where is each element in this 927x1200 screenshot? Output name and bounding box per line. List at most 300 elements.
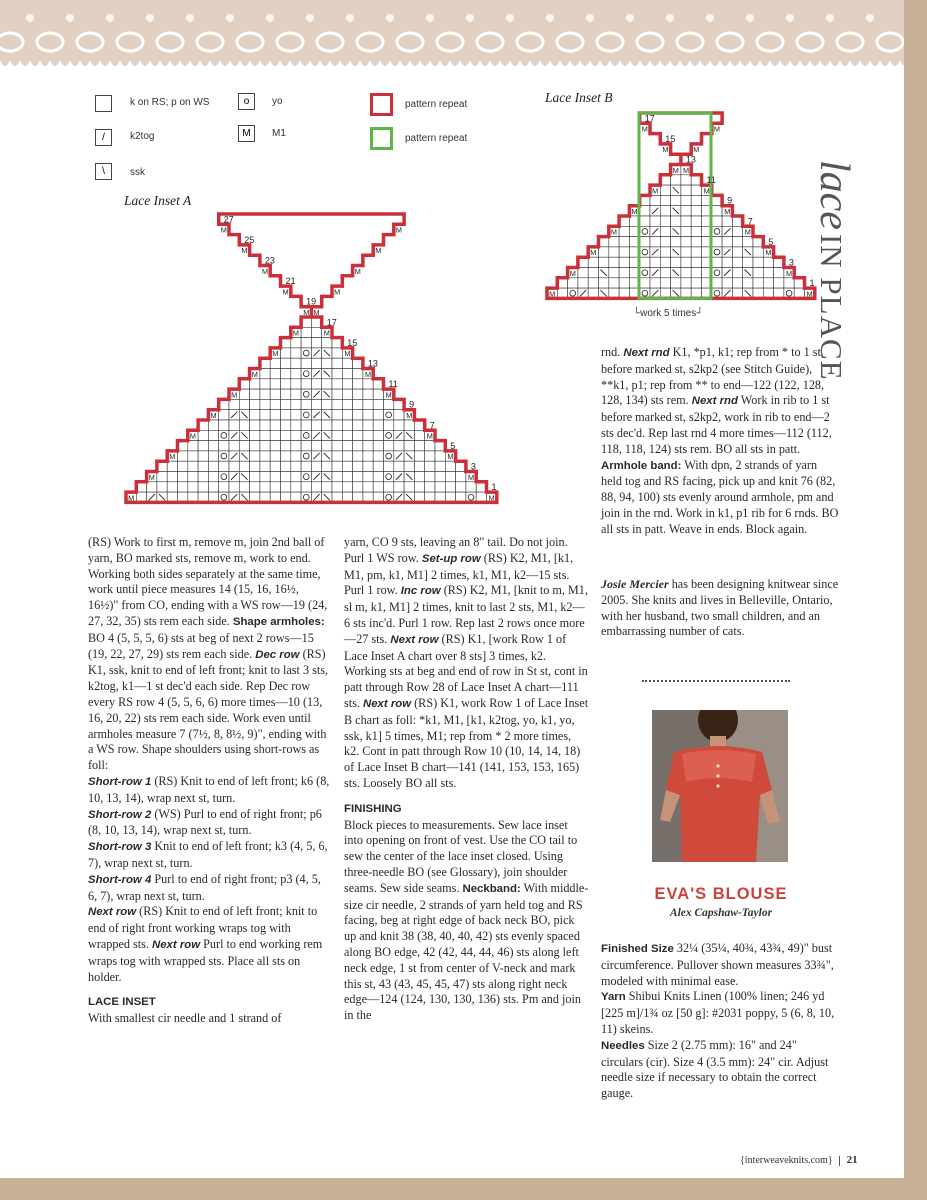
chart-cell bbox=[609, 278, 619, 288]
lace-dot bbox=[786, 14, 794, 22]
chart-cell bbox=[342, 369, 352, 379]
chart-cell bbox=[208, 441, 218, 451]
chart-cell bbox=[281, 441, 291, 451]
designer-name: Josie Mercier bbox=[601, 577, 669, 591]
chart-cell bbox=[260, 441, 270, 451]
chart-cell bbox=[332, 420, 342, 430]
m1-symbol: M bbox=[148, 472, 155, 482]
chart-cell bbox=[281, 430, 291, 440]
m1-symbol: M bbox=[282, 287, 289, 297]
lace-dot bbox=[466, 14, 474, 22]
chart-cell bbox=[373, 472, 383, 482]
chart-cell bbox=[660, 226, 670, 236]
lace-dot bbox=[266, 14, 274, 22]
work-5-times-label: └work 5 times┘ bbox=[633, 308, 704, 319]
chart-cell bbox=[363, 410, 373, 420]
chart-cell bbox=[301, 399, 311, 409]
red-repeat-key-label: pattern repeat bbox=[405, 99, 468, 110]
text-run: Block pieces to measurements. Sew lace inset into opening on front of vest. Use the CO tail to sew the center of the lace inset closed. Using three-needle BO (see Glossary), join shoulder seams. Sew side seams. bbox=[344, 817, 578, 895]
sweater-photo bbox=[652, 710, 788, 862]
chart-cell bbox=[301, 358, 311, 368]
chart-cell bbox=[260, 410, 270, 420]
chart-cell bbox=[414, 482, 424, 492]
chart-cell bbox=[660, 247, 670, 257]
chart-cell bbox=[774, 278, 784, 288]
text-column-3 bbox=[601, 345, 841, 538]
text-run: Purl to end working rem wraps tog with wrapped sts. Place all sts on holder. bbox=[88, 936, 323, 984]
chart-cell bbox=[311, 338, 321, 348]
yo-key-label: yo bbox=[272, 96, 283, 107]
chart-cell bbox=[671, 216, 681, 226]
paragraph bbox=[88, 1011, 332, 1027]
chart-cell bbox=[619, 268, 629, 278]
chart-cell bbox=[712, 237, 722, 247]
chart-cell bbox=[660, 278, 670, 288]
ssk-key-label: ssk bbox=[130, 167, 145, 178]
bold-label: Neckband: bbox=[462, 882, 521, 895]
chart-cell bbox=[353, 472, 363, 482]
chart-cell bbox=[763, 268, 773, 278]
chart-cell bbox=[445, 482, 455, 492]
m1-symbol: M bbox=[241, 246, 248, 256]
m1-symbol: M bbox=[631, 207, 638, 216]
chart-cell bbox=[291, 348, 301, 358]
chart-cell bbox=[270, 430, 280, 440]
chart-cell bbox=[178, 472, 188, 482]
chart-cell bbox=[342, 420, 352, 430]
m1-symbol: M bbox=[641, 124, 648, 134]
chart-cell bbox=[753, 268, 763, 278]
m1-symbol: M bbox=[128, 493, 135, 503]
lace-dot bbox=[106, 14, 114, 22]
m1-symbol: M bbox=[744, 227, 751, 237]
chart-cell bbox=[342, 461, 352, 471]
chart-cell bbox=[732, 278, 742, 288]
chart-cell bbox=[660, 268, 670, 278]
m1-symbol: M bbox=[344, 349, 351, 359]
lace-dot bbox=[866, 14, 874, 22]
chart-cell bbox=[435, 472, 445, 482]
row-number-label: 17 bbox=[326, 317, 337, 328]
lace-inset-b-chart bbox=[535, 103, 835, 325]
chart-cell bbox=[640, 278, 650, 288]
designer-bio bbox=[601, 577, 841, 640]
chart-cell bbox=[681, 247, 691, 257]
chart-cell bbox=[353, 399, 363, 409]
row-number-label: 11 bbox=[706, 175, 716, 186]
chart-cell bbox=[425, 482, 435, 492]
chart-cell bbox=[363, 482, 373, 492]
chart-cell bbox=[619, 237, 629, 247]
chart-cell bbox=[260, 472, 270, 482]
m1-symbol: M bbox=[354, 266, 361, 276]
row-number-label: 27 bbox=[223, 214, 234, 225]
text-run: With dpn, 2 strands of yarn held tog and RS facing, pick up and knit 76 (82, 88, 94, 100) sts evenly around armhole, pm and join in the rnd. Work in k1, p1 rib for 6 rnds. BO all sts in patt. Weave in ends. Block again. bbox=[601, 457, 839, 536]
chart-cell bbox=[609, 247, 619, 257]
chart-cell bbox=[425, 451, 435, 461]
chart-cell bbox=[301, 338, 311, 348]
chart-cell bbox=[250, 441, 260, 451]
chart-cell bbox=[270, 482, 280, 492]
chart-cell bbox=[578, 278, 588, 288]
lace-dot bbox=[626, 14, 634, 22]
text-run: 32¼ (35¼, 40¾, 43¾, 49)" bust circumference. Pullover shown measures 33¾", modeled with minimal ease. bbox=[601, 941, 834, 988]
chart-cell bbox=[322, 358, 332, 368]
chart-cell bbox=[363, 399, 373, 409]
chart-cell bbox=[322, 482, 332, 492]
chart-cell bbox=[281, 420, 291, 430]
chart-cell bbox=[322, 420, 332, 430]
chart-cell bbox=[208, 461, 218, 471]
text-run: (RS) K2, M1, [knit to m, M1, sl m, k1, M1] 2 times, knit to last 2 sts, M1, k2—6 sts inc'd. Purl 1 row. Rep last 2 rows once more—27 sts. bbox=[344, 583, 588, 646]
ssk-key-box: \ bbox=[95, 163, 112, 180]
m1-key-box: M bbox=[238, 125, 255, 142]
chart-cell bbox=[281, 482, 291, 492]
m1-symbol: M bbox=[220, 225, 227, 235]
chart-cell bbox=[332, 461, 342, 471]
chart-cell bbox=[342, 389, 352, 399]
chart-cell bbox=[404, 461, 414, 471]
chart-cell bbox=[342, 430, 352, 440]
chart-cell bbox=[198, 472, 208, 482]
row-number-label: 13 bbox=[367, 358, 378, 369]
chart-cell bbox=[384, 430, 394, 440]
chart-cell bbox=[239, 461, 249, 471]
chart-cell bbox=[353, 451, 363, 461]
text-run: (RS) K2, M1, [k1, M1, pm, k1, M1] 2 times, k1, M1, k2—15 sts. Purl 1 row. bbox=[344, 550, 574, 598]
m1-symbol: M bbox=[806, 289, 813, 299]
chart-cell bbox=[188, 472, 198, 482]
paragraph bbox=[601, 345, 841, 538]
chart-cell bbox=[363, 389, 373, 399]
chart-cell bbox=[178, 461, 188, 471]
m1-symbol: M bbox=[313, 308, 320, 317]
lace-dot bbox=[226, 14, 234, 22]
chart-cell bbox=[270, 451, 280, 461]
chart-cell bbox=[640, 226, 650, 236]
chart-cell bbox=[270, 461, 280, 471]
chart-cell bbox=[588, 278, 598, 288]
m1-symbol: M bbox=[262, 266, 269, 276]
chart-cell bbox=[301, 420, 311, 430]
chart-cell bbox=[712, 247, 722, 257]
chart-cell bbox=[342, 482, 352, 492]
chart-cell bbox=[650, 237, 660, 247]
m1-symbol: M bbox=[272, 349, 279, 359]
chart-cell bbox=[722, 237, 732, 247]
row-number-label: 15 bbox=[665, 133, 676, 144]
m1-symbol: M bbox=[447, 452, 454, 462]
chart-cell bbox=[291, 358, 301, 368]
text-run: (RS) Knit to end of left front; knit to end of right front working wraps tog with wrapped sts. bbox=[88, 904, 318, 951]
chart-cell bbox=[311, 482, 321, 492]
chart-cell bbox=[270, 441, 280, 451]
m1-symbol: M bbox=[406, 411, 413, 420]
instruction-label: Short-row 2 bbox=[88, 808, 152, 821]
chart-cell bbox=[722, 278, 732, 288]
chart-cell bbox=[301, 441, 311, 451]
chart-cell bbox=[753, 257, 763, 267]
chart-cell bbox=[250, 430, 260, 440]
chart-cell bbox=[609, 268, 619, 278]
chart-cell bbox=[712, 257, 722, 267]
chart-cell bbox=[322, 441, 332, 451]
k2tog-key-label: k2tog bbox=[130, 131, 155, 142]
text-run: (RS) K1, [work Row 1 of Lace Inset A chart over 8 sts] 3 times, k2. Working sts at beg and end of row in St st, cont in patt through Row 28 of Lace Inset A chart—111 sts. bbox=[344, 631, 588, 710]
chart-cell bbox=[743, 257, 753, 267]
chart-cell bbox=[198, 461, 208, 471]
m1-symbol: M bbox=[303, 308, 310, 317]
row-number-label: 17 bbox=[644, 113, 655, 124]
m1-symbol: M bbox=[385, 390, 392, 400]
section-heading: LACE INSET bbox=[88, 996, 156, 1009]
chart-cell bbox=[229, 420, 239, 430]
chart-cell bbox=[691, 216, 701, 226]
chart-cell bbox=[384, 441, 394, 451]
m1-symbol: M bbox=[693, 145, 700, 155]
chart-cell bbox=[599, 257, 609, 267]
m1-symbol: M bbox=[375, 246, 382, 256]
row-number-label: 21 bbox=[285, 276, 296, 287]
chart-cell bbox=[671, 195, 681, 205]
chart-cell bbox=[691, 268, 701, 278]
text-run: Purl to end of right front; p3 (4, 5, 6, 7), wrap next st, turn. bbox=[88, 871, 321, 903]
lace-border bbox=[0, 0, 904, 70]
row-number-label: 7 bbox=[747, 216, 753, 227]
chart-cell bbox=[691, 226, 701, 236]
m1-symbol: M bbox=[549, 289, 556, 299]
row-number-label: 1 bbox=[809, 278, 815, 289]
chart-cell bbox=[609, 257, 619, 267]
instruction-label: Next rnd bbox=[623, 347, 670, 359]
chart-cell bbox=[384, 472, 394, 482]
chart-cell bbox=[178, 482, 188, 492]
chart-cell bbox=[157, 482, 167, 492]
chart-cell bbox=[599, 278, 609, 288]
chart-cell bbox=[681, 226, 691, 236]
chart-cell bbox=[619, 278, 629, 288]
chart-cell bbox=[363, 441, 373, 451]
chart-cell bbox=[650, 216, 660, 226]
red-repeat-key-box bbox=[370, 93, 393, 116]
chart-cell bbox=[353, 410, 363, 420]
chart-cell bbox=[219, 441, 229, 451]
chart-cell bbox=[281, 472, 291, 482]
chart-cell bbox=[732, 257, 742, 267]
chart-cell bbox=[322, 379, 332, 389]
chart-cell bbox=[373, 451, 383, 461]
chart-cell bbox=[660, 257, 670, 267]
row-number-label: 3 bbox=[788, 257, 794, 268]
chart-cell bbox=[198, 482, 208, 492]
m1-symbol: M bbox=[662, 145, 669, 155]
chart-cell bbox=[640, 216, 650, 226]
chart-cell bbox=[301, 472, 311, 482]
chart-b-title: Lace Inset B bbox=[545, 90, 613, 105]
chart-cell bbox=[650, 278, 660, 288]
chart-cell bbox=[291, 399, 301, 409]
chart-cell bbox=[332, 379, 342, 389]
lace-dot bbox=[586, 14, 594, 22]
text-run: Knit to end of left front; k3 (4, 5, 6, 7), wrap next st, turn. bbox=[88, 839, 328, 870]
text-run: With middle-size cir needle, 2 strands of yarn held tog and RS facing, beg at right edge of back neck BO, pick up and knit 38 (38, 40, 40, 42) sts evenly spaced along BO edge, 42 (42, 44, 44, 46) sts along left neck edge, 1 st from center of V-neck and mark this st, 43 (43, 45, 45, 47) sts along right neck edge—124 (124, 130, 130, 136) sts. Pm and join in the bbox=[344, 880, 589, 1023]
bold-label: Shape armholes: bbox=[232, 615, 325, 628]
bold-label: Armhole band: bbox=[601, 459, 682, 472]
chart-cell bbox=[660, 195, 670, 205]
chart-cell bbox=[681, 216, 691, 226]
chart-cell bbox=[250, 451, 260, 461]
chart-cell bbox=[363, 472, 373, 482]
m1-symbol: M bbox=[683, 165, 690, 175]
text-run: Work in rib to 1 st before marked st, s2kp2, work in rib to end—2 sts dec'd. Rep last rnd 4 more times—112 (112, 118, 118, 124) sts rem. BO all sts in patt. bbox=[601, 393, 832, 456]
chart-cell bbox=[219, 430, 229, 440]
chart-cell bbox=[260, 451, 270, 461]
chart-cell bbox=[712, 268, 722, 278]
chart-cell bbox=[239, 420, 249, 430]
chart-cell bbox=[281, 369, 291, 379]
chart-cell bbox=[445, 472, 455, 482]
chart-cell bbox=[394, 461, 404, 471]
lace-dot bbox=[666, 14, 674, 22]
chart-cell bbox=[311, 379, 321, 389]
chart-cell bbox=[414, 451, 424, 461]
m1-symbol: M bbox=[724, 207, 731, 216]
chart-cell bbox=[660, 237, 670, 247]
row-number-label: 23 bbox=[264, 255, 275, 266]
chart-cell bbox=[188, 451, 198, 461]
chart-cell bbox=[229, 441, 239, 451]
chart-cell bbox=[691, 257, 701, 267]
m1-symbol: M bbox=[610, 227, 617, 237]
lace-dot bbox=[706, 14, 714, 22]
chart-cell bbox=[425, 461, 435, 471]
chart-cell bbox=[763, 278, 773, 288]
m1-key-label: M1 bbox=[272, 128, 286, 139]
text-column-2 bbox=[344, 535, 589, 1024]
chart-cell bbox=[353, 430, 363, 440]
page-number: 21 bbox=[846, 1154, 858, 1166]
instruction-label: Next row bbox=[151, 938, 201, 951]
chart-cell bbox=[373, 441, 383, 451]
chart-cell bbox=[219, 461, 229, 471]
dotted-divider bbox=[642, 680, 790, 682]
chart-cell bbox=[414, 461, 424, 471]
side-title-caps: IN PLACE bbox=[814, 233, 849, 381]
chart-cell bbox=[353, 461, 363, 471]
chart-cell bbox=[732, 247, 742, 257]
instruction-label: Next row bbox=[88, 906, 137, 919]
instruction-label: Short-row 3 bbox=[88, 841, 152, 854]
m1-symbol: M bbox=[210, 411, 217, 420]
row-number-label: 11 bbox=[388, 379, 398, 390]
m1-symbol: M bbox=[713, 124, 720, 134]
chart-cell bbox=[681, 257, 691, 267]
chart-cell bbox=[291, 389, 301, 399]
promo-title: EVA'S BLOUSE bbox=[654, 885, 788, 903]
yo-key-box: o bbox=[238, 93, 255, 110]
chart-cell bbox=[281, 410, 291, 420]
chart-cell bbox=[363, 420, 373, 430]
chart-cell bbox=[712, 226, 722, 236]
m1-symbol: M bbox=[468, 472, 475, 482]
lace-dot bbox=[746, 14, 754, 22]
green-repeat-key-box bbox=[370, 127, 393, 150]
chart-cell bbox=[270, 420, 280, 430]
chart-cell bbox=[291, 472, 301, 482]
chart-cell bbox=[260, 482, 270, 492]
chart-cell bbox=[681, 185, 691, 195]
chart-cell bbox=[281, 399, 291, 409]
chart-cell bbox=[301, 379, 311, 389]
m1-symbol: M bbox=[703, 186, 710, 196]
knit-key-box bbox=[95, 95, 112, 112]
chart-cell bbox=[301, 482, 311, 492]
chart-cell bbox=[208, 430, 218, 440]
chart-cell bbox=[619, 247, 629, 257]
chart-cell bbox=[691, 237, 701, 247]
chart-cell bbox=[373, 399, 383, 409]
chart-cell bbox=[301, 430, 311, 440]
chart-cell bbox=[311, 420, 321, 430]
row-number-label: 15 bbox=[347, 337, 358, 348]
m1-symbol: M bbox=[365, 369, 372, 379]
row-number-label: 1 bbox=[491, 482, 497, 493]
chart-cell bbox=[291, 369, 301, 379]
chart-cell bbox=[250, 389, 260, 399]
chart-cell bbox=[660, 206, 670, 216]
chart-cell bbox=[281, 379, 291, 389]
chart-cell bbox=[353, 441, 363, 451]
chart-cell bbox=[301, 389, 311, 399]
chart-cell bbox=[425, 472, 435, 482]
lace-inset-a-chart bbox=[110, 205, 530, 510]
chart-cell bbox=[219, 472, 229, 482]
chart-cell bbox=[301, 451, 311, 461]
text-run: (RS) K1, work Row 1 of Lace Inset B chart as foll: *k1, M1, [k1, k2tog, yo, k1, yo, ssk, k1] 5 times, M1; rep from * 2 more times, k2. Cont in patt through Row 10 (10, 14, 14, 18) of Lace Inset B chart—141 (141, 153, 153, 165) sts. Loosely BO all sts. bbox=[344, 695, 589, 790]
chart-cell bbox=[250, 410, 260, 420]
chart-cell bbox=[188, 461, 198, 471]
chart-cell bbox=[681, 206, 691, 216]
chart-cell bbox=[732, 268, 742, 278]
chart-cell bbox=[404, 441, 414, 451]
text-run: Size 2 (2.75 mm): 16" and 24" circulars (cir). Size 4 (3.5 mm): 24" cir. Adjust needle size if necessary to obtain the correct gauge. bbox=[601, 1037, 829, 1101]
chart-cell bbox=[270, 379, 280, 389]
paragraph bbox=[88, 535, 332, 985]
chart-cell bbox=[208, 472, 218, 482]
m1-symbol: M bbox=[765, 248, 772, 258]
chart-cell bbox=[640, 257, 650, 267]
chart-cell bbox=[260, 430, 270, 440]
chart-cell bbox=[301, 461, 311, 471]
chart-cell bbox=[270, 369, 280, 379]
chart-cell bbox=[342, 451, 352, 461]
chart-cell bbox=[619, 257, 629, 267]
chart-cell bbox=[291, 410, 301, 420]
m1-symbol: M bbox=[395, 225, 402, 235]
chart-cell bbox=[435, 461, 445, 471]
chart-cell bbox=[229, 461, 239, 471]
chart-cell bbox=[384, 410, 394, 420]
chart-cell bbox=[373, 430, 383, 440]
m1-symbol: M bbox=[251, 369, 258, 379]
promo-author: Alex Capshaw-Taylor bbox=[669, 907, 773, 919]
chart-cell bbox=[311, 399, 321, 409]
chart-cell bbox=[363, 451, 373, 461]
text-run: Shibui Knits Linen (100% linen; 246 yd [225 m]/1¾ oz [50 g]: #2031 poppy, 5 (6, 8, 10, 11) skeins. bbox=[601, 989, 835, 1036]
lace-dot bbox=[26, 14, 34, 22]
chart-cell bbox=[363, 430, 373, 440]
section-heading: FINISHING bbox=[344, 802, 402, 815]
